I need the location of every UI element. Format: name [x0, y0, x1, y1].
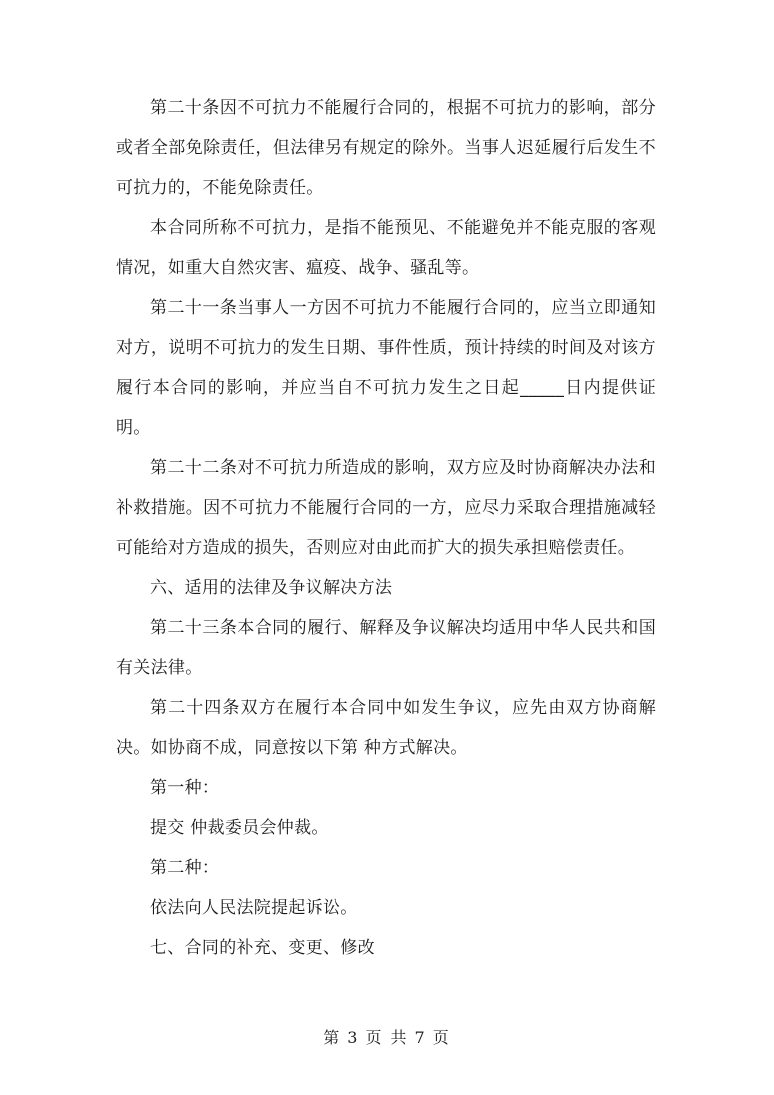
document-body [116, 88, 656, 968]
footer-prefix: 第 [323, 1028, 342, 1047]
section-heading-applicable-law: 六、适用的法律及争议解决方法 [150, 578, 393, 598]
paragraph-article-23: 第二十三条本合同的履行、解释及争议解决均适用中华人民共和国有关法律。 [116, 618, 656, 678]
paragraph-article-22: 第二十二条对不可抗力所造成的影响，双方应及时协商解决办法和补救措施。因不可抗力不能履行合同的一方，应尽力采取合理措施减轻可能给对方造成的损失，否则应对由此而扩大的损失承担赔偿责任。 [116, 458, 656, 558]
footer-suffix: 页 [432, 1028, 451, 1047]
option-two-text: 依法向人民法院提起诉讼。 [150, 898, 358, 918]
footer-middle: 页 共 [365, 1028, 409, 1047]
footer-page-number: 3 [347, 1028, 360, 1047]
paragraph-article-24: 第二十四条双方在履行本合同中如发生争议，应先由双方协商解决。如协商不成，同意按以下第 种方式解决。 [116, 698, 656, 758]
footer-total-pages: 7 [414, 1028, 427, 1047]
paragraph-force-majeure-definition: 本合同所称不可抗力，是指不能预见、不能避免并不能克服的客观情况，如重大自然灾害、瘟疫、战争、骚乱等。 [116, 218, 656, 278]
paragraph-article-20: 第二十条因不可抗力不能履行合同的，根据不可抗力的影响，部分或者全部免除责任，但法律另有规定的除外。当事人迟延履行后发生不可抗力的，不能免除责任。 [116, 98, 656, 198]
paragraph-article-21: 第二十一条当事人一方因不可抗力不能履行合同的，应当立即通知对方，说明不可抗力的发生日期、事件性质，预计持续的时间及对该方履行本合同的影响，并应当自不可抗力发生之日起_____日内提供证明。 [116, 298, 656, 438]
section-heading-amendments: 七、合同的补充、变更、修改 [150, 938, 375, 958]
option-two-label: 第二种： [150, 858, 220, 878]
option-one-text: 提交 仲裁委员会仲裁。 [150, 818, 329, 838]
page-number-footer [0, 1025, 774, 1048]
option-one-label: 第一种： [150, 778, 220, 798]
